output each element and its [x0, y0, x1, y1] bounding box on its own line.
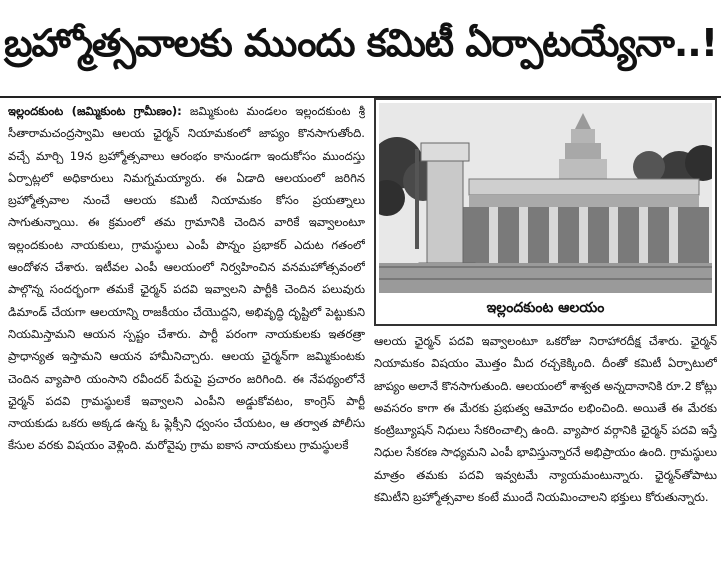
- article-left-column: [8, 100, 365, 572]
- headline: బ్రహ్మోత్సవాలకు ముందు కమిటీ ఏర్పాటయ్యేనా..!: [0, 0, 721, 98]
- temple-illustration: [379, 103, 712, 293]
- article-body-left: జమ్మికుంట మండలం ఇల్లందకుంట శ్రీ సీతారామచంద్రస్వామి ఆలయ ఛైర్మన్ నియామకంలో జాప్యం కొనసాగుతోంది. వచ్చే మార్చి 19న బ్రహ్మోత్సవాలు ఆరంభం కానుండగా ఇందుకోసం ముందస్తు ఏర్పాట్లలో అధికారులు నిమగ్నమయ్యారు. ఈ ఏడాది ఆలయంలో జరిగిన బ్రహ్మోత్సవాల నుంచే ఆలయ కమిటీ నియామకం కోసం ప్రయత్నాలు సాగుతున్నాయి. ఈ క్రమంలో తమ గ్రామానికి చెందిన వారికే ఇవ్వాలంటూ ఇల్లందకుంట నాయకులు, గ్రామస్థులు ఎంపీ పొన్నం ప్రభాకర్ ఎదుట గతంలో ఆందోళన చేశారు. ఇటీవల ఎంపీ ఆలయంలో నిర్వహించిన వనమహోత్సవంలో పాల్గొన్న సందర్భంగా తమకే ఛైర్మన్ పదవి ఇవ్వాలని పార్టీకి చెందిన పలువురు డిమాండ్ చేయగా ఆలయాన్ని రాజకీయం చేయొద్దని, అభివృద్ధి దృష్టిలో పెట్టుకుని నియమిస్తామని ఆయన స్పష్టం చేశారు. పార్టీ పరంగా నాయకులకు ఇతరత్రా ప్రాధాన్యత ఇస్తామని ఆయన హామీనిచ్చారు. ఆలయ ఛైర్మన్‌గా జమ్మికుంటకు చెందిన వ్యాపారి యంసాని రవీందర్ పేరుపై ప్రచారం జరిగింది. ఈ నేపథ్యంలోనే ఛైర్మన్ పదవి గ్రామస్థులకే ఇవ్వాలని ఎంపీని అడ్డుకోవటం, కాంగ్రెస్ పార్టీ నాయకుడు ఒకరు అక్కడ ఉన్న ఓ ఫ్లెక్సీని ధ్వంసం చేయటం, ఆ తర్వాత పోలీసు కేసుల వరకు విషయం వెళ్లింది. మరోవైపు గ్రామ ఐకాస నాయకులు గ్రామస్థులకే: [8, 104, 365, 453]
- photo-caption: ఇల్లందకుంట ఆలయం: [486, 299, 605, 316]
- article-body-right: ఆలయ ఛైర్మన్ పదవి ఇవ్వాలంటూ ఒకరోజు నిరాహారదీక్ష చేశారు. ఛైర్మన్ నియామకం విషయం మొత్తం మీద రచ్చకెక్కింది. దీంతో కమిటీ ఏర్పాటులో జాప్యం అలానే కొనసాగుతుంది. ఆలయంలో శాశ్వత అన్నదానానికి రూ.2 కోట్లు అవసరం కాగా ఈ మేరకు ప్రభుత్వ ఆమోదం లభించింది. అయితే ఈ మేరకు కంట్రిబ్యూషన్ నిధులు సేకరించాల్సి ఉంది. వ్యాపార వర్గానికి ఛైర్మన్ పదవి ఇస్తే నిధుల సేకరణ సాధ్యమని ఎంపీ భావిస్తున్నారనే అభిప్రాయం ఉంది. గ్రామస్థులు మాత్రం తమకు పదవి ఇవ్వటమే న్యాయమంటున్నారు. ఛైర్మన్‌తోపాటు కమిటీని బ్రహ్మోత్సవాల కంటే ముందే నియమించాలని భక్తులు కోరుతున్నారు.: [374, 334, 717, 505]
- temple-photo: [374, 98, 717, 326]
- dateline: ఇల్లందకుంట (జమ్మికుంట గ్రామీణం):: [8, 104, 182, 118]
